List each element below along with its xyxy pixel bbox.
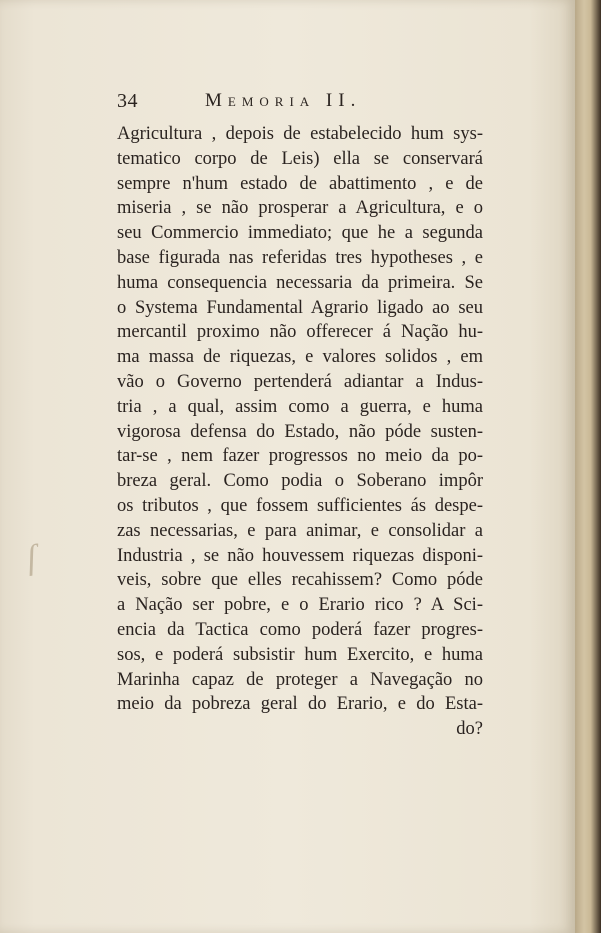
text-line-content: base figurada nas referidas tres hypotheses , e: [117, 247, 483, 268]
text-line-content: tria , a qual, assim como a guerra, e huma: [117, 396, 483, 417]
text-line-content: seu Commercio immediato; que he a segunda: [117, 223, 483, 244]
text-line-content: vigorosa defensa do Estado, não póde susten-: [117, 421, 483, 442]
text-line-content: os tributos , que fossem sufficientes ás despe-: [117, 495, 483, 516]
text-line: [117, 370, 483, 395]
text-line: [117, 420, 483, 445]
text-line: [117, 593, 483, 618]
text-line: [117, 668, 483, 693]
text-line: [117, 692, 483, 717]
text-line-content: sos, e poderá subsistir hum Exercito, e huma: [117, 644, 483, 665]
text-line-content: mercantil proximo não offerecer á Nação hu-: [117, 322, 483, 343]
text-line-content: zas necessarias, e para animar, e consolidar a: [117, 520, 483, 541]
text-line: [117, 568, 483, 593]
text-line: [117, 271, 483, 296]
page-header: [117, 90, 497, 118]
text-line-content: breza geral. Como podia o Soberano impôr: [117, 471, 483, 492]
text-line: [117, 519, 483, 544]
text-line: [117, 494, 483, 519]
text-line: [117, 320, 483, 345]
text-line: [117, 618, 483, 643]
text-line: [117, 122, 483, 147]
text-line-content: meio da pobreza geral do Erario, e do Esta-: [117, 694, 483, 715]
margin-pencil-mark: ſ: [24, 538, 39, 577]
text-line: [117, 717, 483, 742]
text-line: [117, 246, 483, 271]
text-line-content: veis, sobre que elles recahissem? Como póde: [117, 570, 483, 591]
text-line-content: encia da Tactica como poderá fazer progres-: [117, 619, 483, 640]
text-line-content: tematico corpo de Leis) ella se conservará: [117, 148, 483, 169]
text-line: [117, 469, 483, 494]
text-line-content: vão o Governo pertenderá adiantar a Indus-: [117, 371, 483, 392]
body-text: [117, 122, 483, 742]
text-line: [117, 444, 483, 469]
text-line: [117, 147, 483, 172]
text-line-content: sempre n'hum estado de abattimento , e de: [117, 173, 483, 194]
text-line: [117, 395, 483, 420]
page-number: 34: [117, 90, 138, 112]
text-line: [117, 544, 483, 569]
text-line: [117, 172, 483, 197]
text-line: [117, 296, 483, 321]
text-line: [117, 345, 483, 370]
text-line: [117, 196, 483, 221]
text-line-content: huma consequencia necessaria da primeira. Se: [117, 272, 483, 293]
text-line-content: a Nação ser pobre, e o Erario rico ? A Sci-: [117, 595, 483, 616]
text-line-content: Industria , se não houvessem riquezas disponi-: [117, 545, 483, 566]
text-line-content: ma massa de riquezas, e valores solidos , em: [117, 347, 483, 368]
text-line: [117, 221, 483, 246]
text-line-content: Agricultura , depois de estabelecido hum sys-: [117, 124, 483, 144]
running-head: Memoria II.: [205, 90, 362, 111]
text-line-content: miseria , se não prosperar a Agricultura, e o: [117, 198, 483, 219]
text-line-content: do?: [456, 719, 483, 740]
book-edge: [575, 0, 601, 933]
text-line-content: o Systema Fundamental Agrario ligado ao seu: [117, 297, 483, 318]
text-line-content: Marinha capaz de proteger a Navegação no: [117, 669, 483, 690]
text-line-content: tar-se , nem fazer progressos no meio da po-: [117, 446, 483, 467]
text-line: [117, 643, 483, 668]
